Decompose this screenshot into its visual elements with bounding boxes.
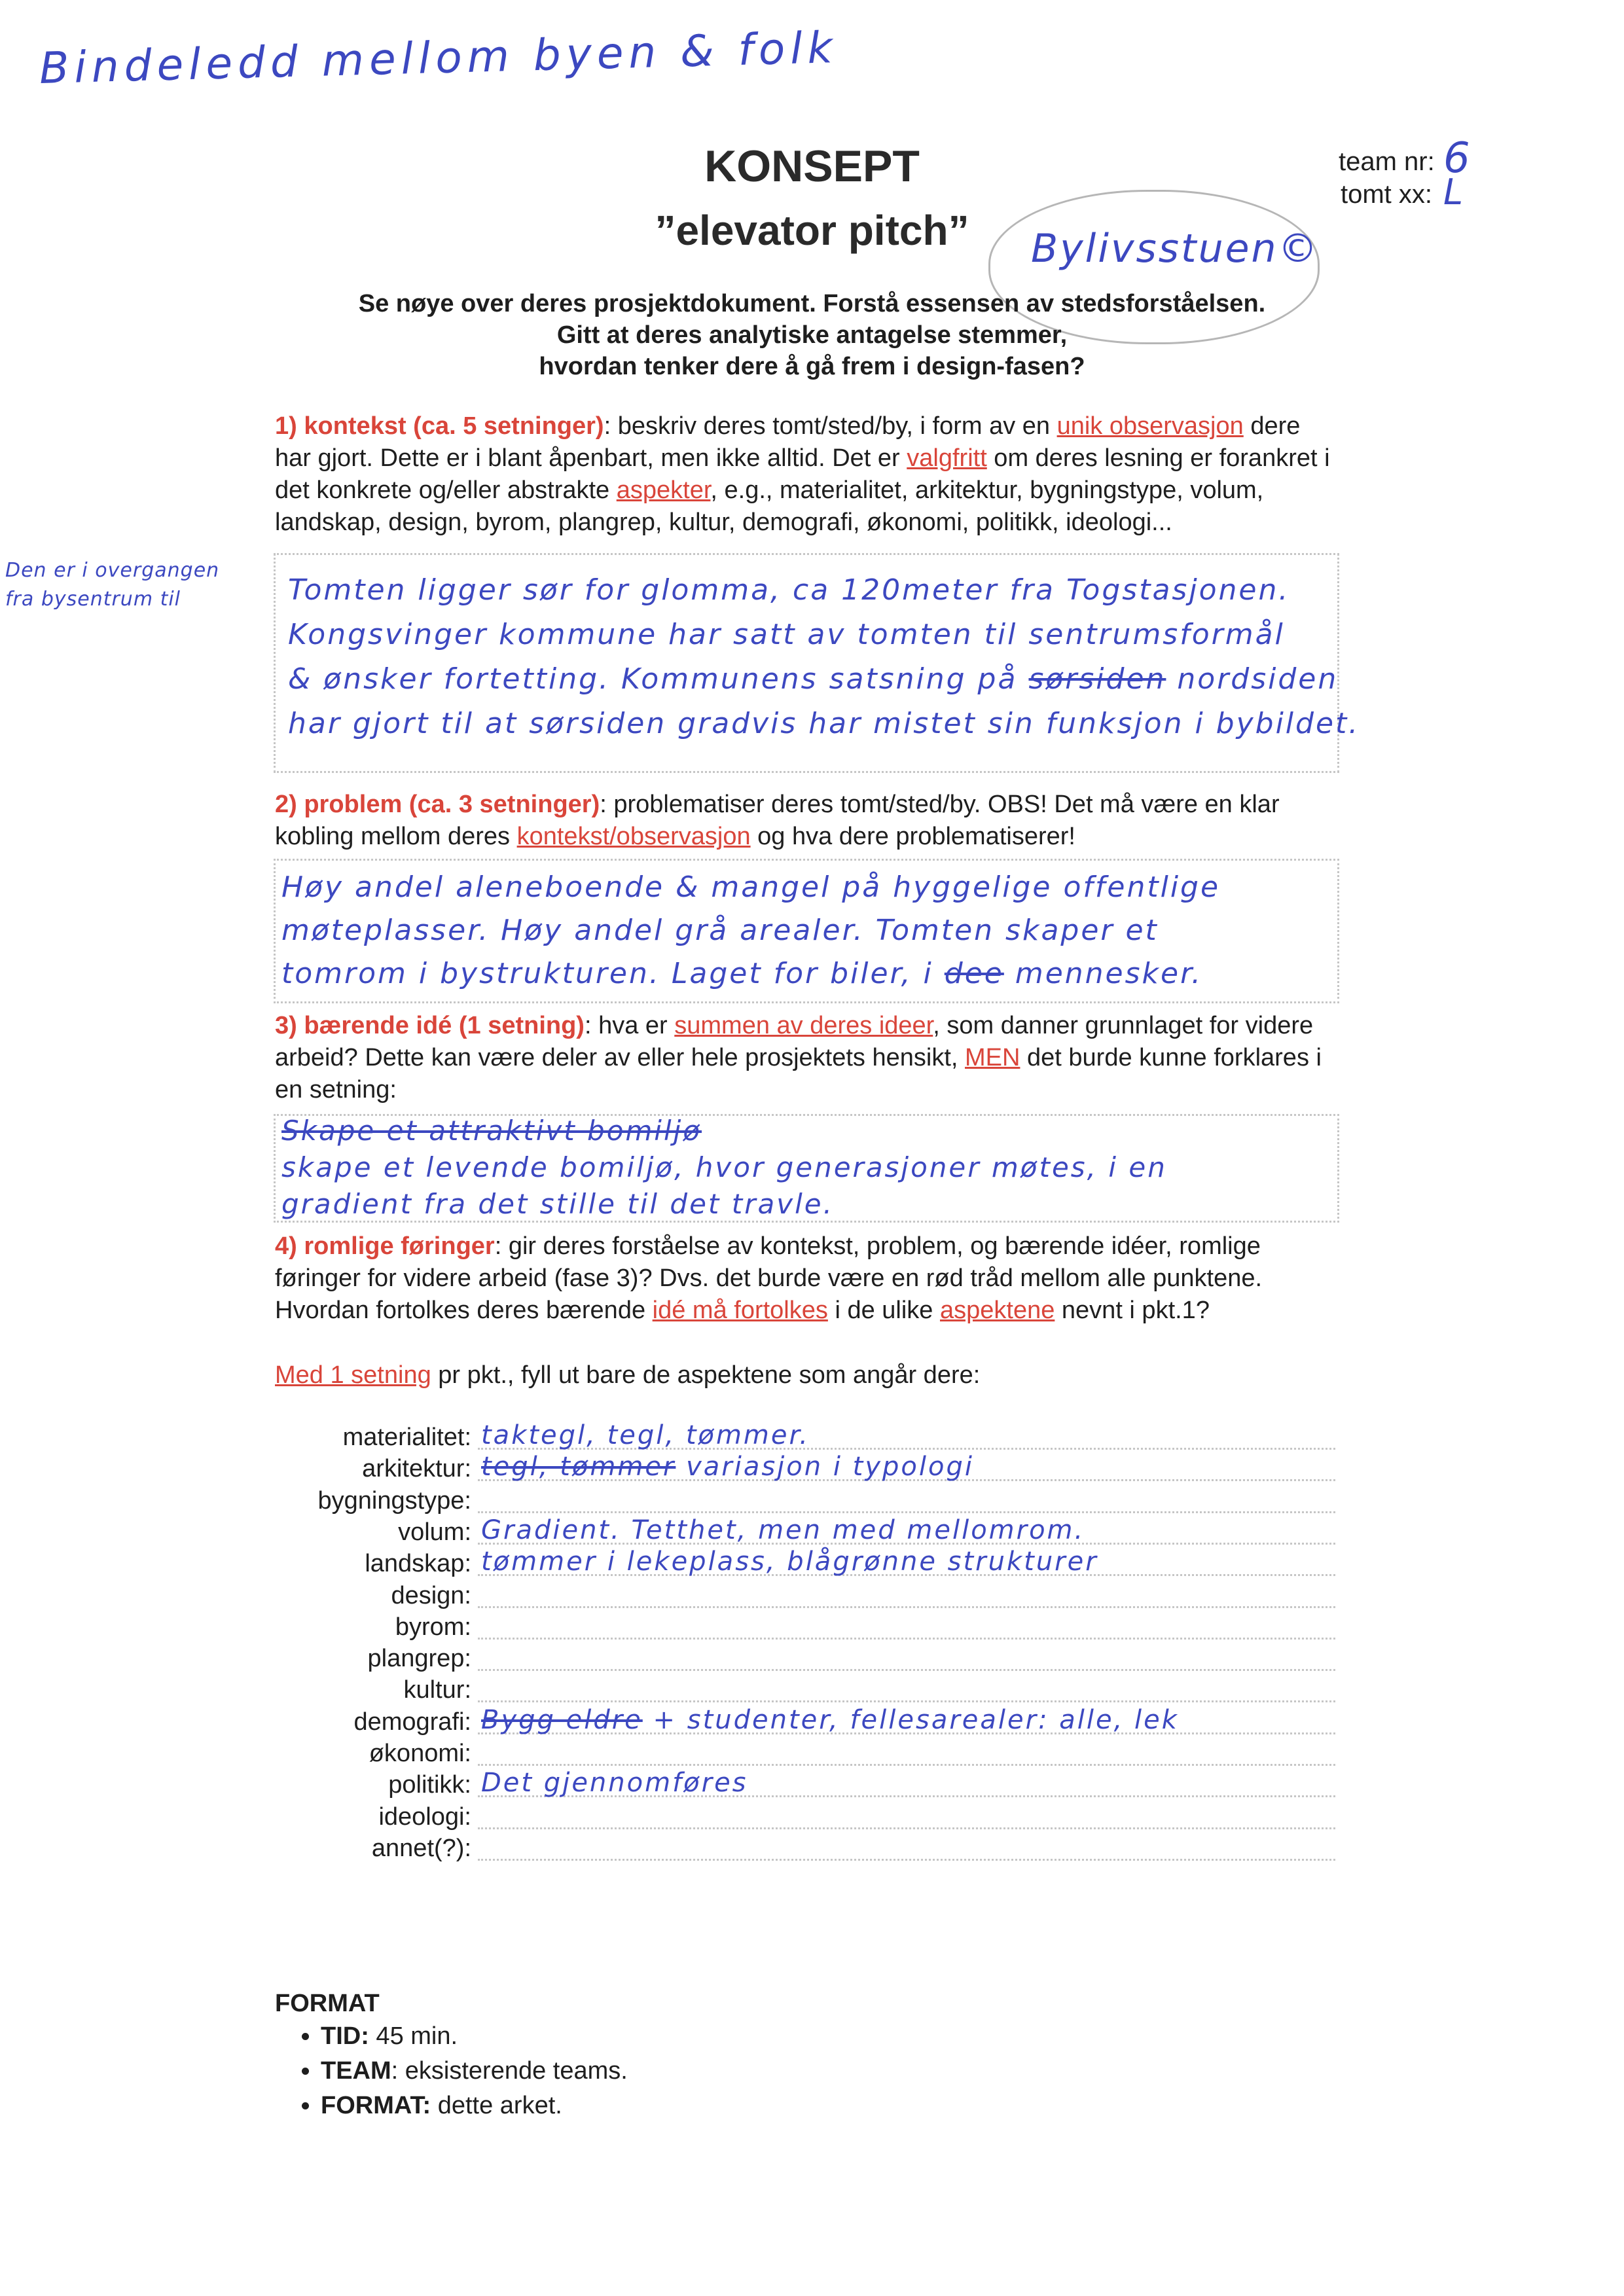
aspect-value [481, 1705, 1179, 1735]
section-1-prompt [275, 410, 1339, 539]
aspect-row [0, 1833, 1624, 1864]
section-3-text: , som danner grunnlaget for videre arbeid? Dette kan være deler av eller hele prosjektets hensikt, [275, 1012, 1314, 1071]
format-list [275, 2019, 628, 2123]
team-number-value: 6 [1443, 134, 1472, 183]
aspect-label: volum: [398, 1518, 471, 1546]
section-4-text: : gir deres forståelse av kontekst, problem, og bærende idéer, romlige føringer for videre arbeid (fase 3)? Dvs. det burde være en rød tråd mellom alle punktene. Hvordan fortolkes deres bærende [275, 1232, 1263, 1324]
aspect-label: økonomi: [369, 1740, 471, 1767]
aspect-value-text: Gradient. Tetthet, men med mellomrom. [481, 1515, 1085, 1545]
aspect-label: annet(?): [371, 1834, 471, 1862]
aspect-row [0, 1611, 1624, 1643]
aspect-row [0, 1738, 1624, 1769]
aspect-input-line[interactable] [478, 1827, 1335, 1829]
section-1-margin-note [5, 556, 219, 614]
aspect-label: byrom: [395, 1613, 471, 1641]
aspect-row [0, 1643, 1624, 1674]
project-name-stamp: Bylivsstuen© [1031, 226, 1320, 272]
section-2-prompt [275, 789, 1339, 853]
answer-line: skape et levende bomiljø, hvor generasjoner møtes, i en [281, 1151, 1167, 1183]
aspect-label: demografi: [353, 1708, 471, 1736]
margin-note-line: Den er i overgangen [5, 559, 220, 582]
aspect-row [0, 1548, 1624, 1579]
section-1-text: : beskriv deres tomt/sted/by, i form av en [604, 412, 1057, 440]
aspect-label: kultur: [403, 1676, 471, 1704]
section-1-answer [288, 568, 1360, 746]
aspect-input-line[interactable] [478, 1511, 1335, 1513]
aspect-value-text: + studenter, fellesarealer: alle, lek [642, 1704, 1179, 1735]
page-subtitle: ”elevator pitch” [655, 207, 969, 254]
struck-word: dee [944, 957, 1004, 990]
section-4-instruction [275, 1359, 1339, 1391]
aspect-row [0, 1453, 1624, 1484]
instruction-text: pr pkt., fyll ut bare de aspektene som angår dere: [431, 1361, 981, 1389]
aspect-label: bygningstype: [317, 1486, 471, 1515]
intro-text [0, 288, 1624, 382]
aspect-value [481, 1420, 810, 1450]
link-med-1-setning: Med 1 setning [275, 1361, 431, 1389]
section-4-text: nevnt i pkt.1? [1055, 1297, 1210, 1324]
link-valgfritt: valgfritt [907, 444, 987, 472]
struck-word: sørsiden [1028, 662, 1166, 696]
section-2-answer [281, 866, 1220, 996]
link-kontekst-observasjon: kontekst/observasjon [516, 823, 751, 850]
answer-line: Kongsvinger kommune har satt av tomten til sentrumsformål [288, 618, 1285, 651]
intro-line-2: Gitt at deres analytiske antagelse stemmer, [556, 321, 1068, 349]
aspect-input-line[interactable] [478, 1606, 1335, 1608]
aspect-label: design: [391, 1581, 471, 1609]
tomt-label: tomt xx: [1341, 180, 1433, 209]
link-aspekter: aspekter [616, 476, 711, 504]
aspect-input-line[interactable] [478, 1638, 1335, 1640]
section-3-text: : hva er [584, 1012, 675, 1039]
aspect-row [0, 1674, 1624, 1706]
answer-line: Tomten ligger sør for glomma, ca 120meter fra Togstasjonen. [288, 573, 1290, 607]
aspect-row [0, 1769, 1624, 1801]
aspect-row [0, 1801, 1624, 1833]
aspect-row [0, 1706, 1624, 1738]
intro-line-3: hvordan tenker dere å gå frem i design-fasen? [539, 353, 1085, 380]
section-4-prompt [275, 1230, 1339, 1327]
format-item-tid: • TID: 45 min. [321, 2019, 628, 2054]
link-men: MEN [965, 1044, 1020, 1071]
struck-answer-line: Skape et attraktivt bomiljø [281, 1115, 702, 1147]
aspect-input-line[interactable] [478, 1764, 1335, 1766]
team-number-label: team nr: [1339, 147, 1435, 176]
handwritten-header-note: Bindeledd mellom byen & folk [39, 22, 839, 94]
struck-word: Bygg eldre [481, 1704, 643, 1735]
aspect-value-text: Det gjennomføres [481, 1768, 748, 1799]
aspect-input-line[interactable] [478, 1700, 1335, 1702]
aspect-value [481, 1547, 1098, 1577]
struck-word: tegl, tømmer [481, 1452, 676, 1482]
format-item-format: • FORMAT: dette arket. [321, 2089, 628, 2123]
section-3-prompt [275, 1010, 1339, 1106]
intro-line-1: Se nøye over deres prosjektdokument. Forstå essensen av stedsforståelsen. [358, 290, 1266, 317]
answer-line: har gjort til at sørsiden gradvis har mistet sin funksjon i bybildet. [288, 707, 1360, 740]
link-aspektene: aspektene [939, 1297, 1055, 1324]
link-summen-av-deres-ideer: summen av deres ideer [674, 1012, 933, 1039]
aspect-row [0, 1516, 1624, 1548]
aspect-value-text: variasjon i typologi [676, 1452, 974, 1482]
section-1-text: dere har gjort. Dette er i blant åpenbart, men ikke alltid. Det er [275, 412, 1301, 472]
answer-line: møteplasser. Høy andel grå arealer. Tomten skaper et [281, 914, 1159, 947]
aspect-value [481, 1515, 1085, 1545]
aspect-label: landskap: [365, 1550, 471, 1578]
section-2-text: : problematiser deres tomt/sted/by. OBS! Det må være en klar kobling mellom deres [275, 791, 1280, 850]
aspect-input-line[interactable] [478, 1669, 1335, 1671]
section-3-heading: 3) bærende idé (1 setning) [275, 1012, 585, 1039]
section-4-heading: 4) romlige føringer [275, 1232, 495, 1260]
aspect-label: ideologi: [378, 1803, 471, 1831]
answer-word: mennesker. [1015, 957, 1203, 990]
format-heading: FORMAT [275, 1990, 380, 2017]
link-unik-observasjon: unik observasjon [1056, 412, 1244, 440]
section-1-text: om deres lesning er forankret i det konkrete og/eller abstrakte [275, 444, 1330, 504]
aspect-value [481, 1768, 748, 1798]
aspect-row [0, 1580, 1624, 1611]
aspect-label: politikk: [388, 1771, 471, 1799]
tomt-value: L [1443, 171, 1466, 213]
section-3-text: det burde kunne forklares i en setning: [275, 1044, 1322, 1103]
answer-line: Høy andel aleneboende & mangel på hyggelige offentlige [281, 870, 1221, 904]
aspect-value [481, 1452, 974, 1482]
aspect-input-line[interactable] [478, 1859, 1335, 1861]
section-2-heading: 2) problem (ca. 3 setninger) [275, 791, 600, 818]
aspect-row [0, 1485, 1624, 1516]
aspect-value-text: taktegl, tegl, tømmer. [481, 1420, 810, 1450]
answer-line: tomrom i bystrukturen. Laget for biler, i [281, 957, 933, 990]
answer-line: & ønsker fortetting. Kommunens satsning på [288, 662, 1018, 696]
aspect-row [0, 1422, 1624, 1453]
aspect-value-text: tømmer i lekeplass, blågrønne strukturer [481, 1547, 1098, 1577]
section-1-heading: 1) kontekst (ca. 5 setninger) [275, 412, 604, 440]
margin-note-line: fra bysentrum til [5, 588, 181, 611]
aspect-label: plangrep: [367, 1645, 471, 1673]
aspect-label: materialitet: [342, 1424, 471, 1451]
answer-line: gradient fra det stille til det travle. [281, 1188, 834, 1220]
page-title: KONSEPT [704, 141, 920, 191]
link-ide-ma-fortolkes: idé må fortolkes [652, 1297, 828, 1324]
section-1-text: , e.g., materialitet, arkitektur, bygningstype, volum, landskap, design, byrom, plangrep, kultur, demografi, økonomi, politikk, ideologi... [275, 476, 1264, 536]
section-3-answer [281, 1113, 1167, 1223]
section-4-text: i de ulike [827, 1297, 940, 1324]
aspect-label: arkitektur: [362, 1455, 471, 1483]
answer-word: nordsiden [1177, 662, 1339, 696]
section-2-text: og hva dere problematiserer! [750, 823, 1075, 850]
format-item-team: • TEAM: eksisterende teams. [321, 2054, 628, 2089]
